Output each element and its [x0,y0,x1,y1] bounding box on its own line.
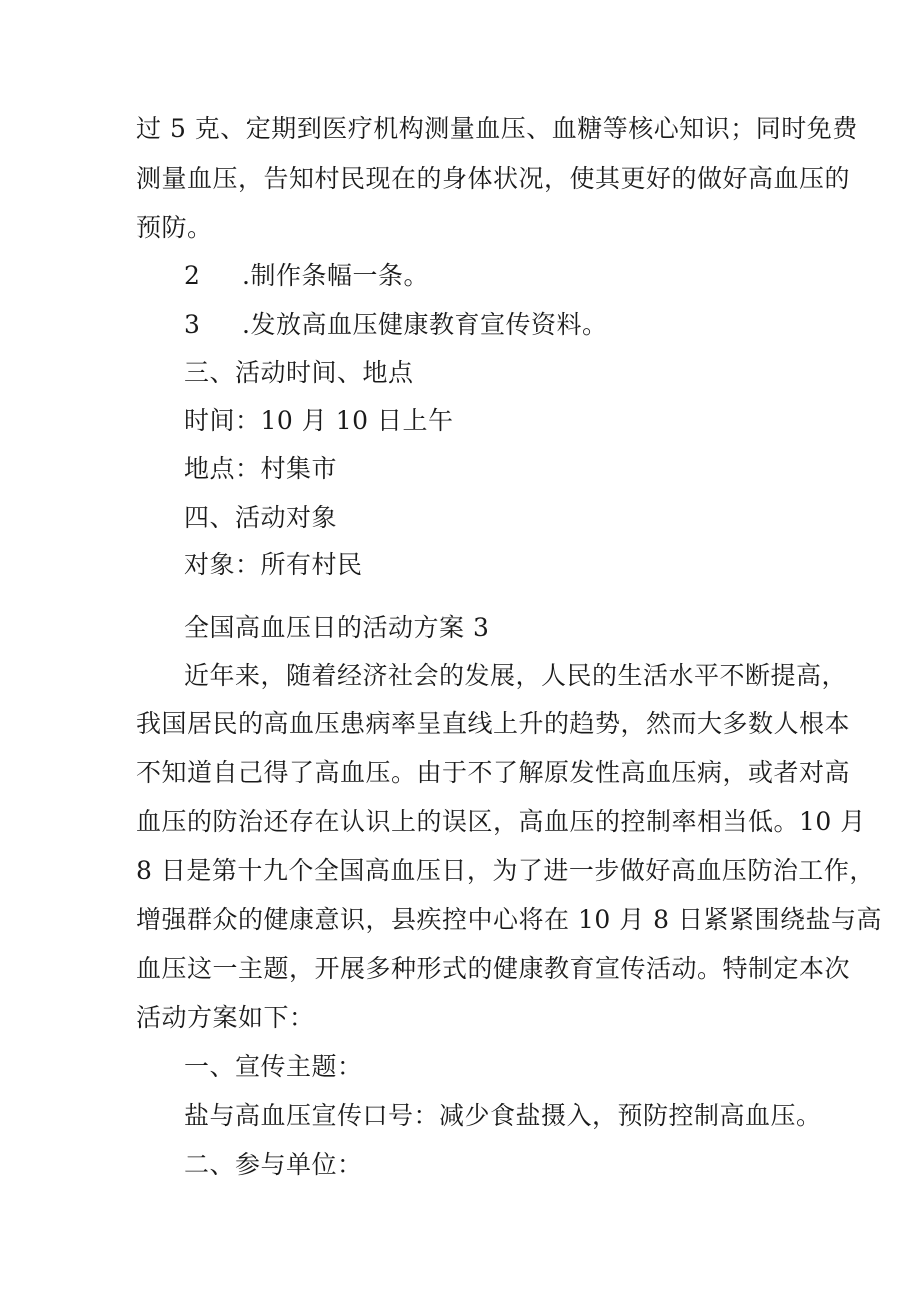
place-line: 地点：村集市 [184,454,338,483]
list-item [184,309,607,341]
list-item-text: .发放高血压健康教育宣传资料。 [242,310,608,339]
paragraph-line: 我国居民的高血压患病率呈直线上升的趋势，然而大多数人根本 [136,709,851,738]
section-heading: 一、宣传主题： [184,1052,363,1081]
paragraph-line: 测量血压，告知村民现在的身体状况，使其更好的做好高血压的 [136,164,851,193]
paragraph-line: 8 日是第十九个全国高血压日，为了进一步做好高血压防治工作， [136,856,875,885]
target-line: 对象：所有村民 [184,550,363,579]
section-heading: 四、活动对象 [184,503,338,532]
paragraph-line: 血压这一主题，开展多种形式的健康教育宣传活动。特制定本次 [136,954,851,983]
paragraph-line: 血压的防治还存在认识上的误区，高血压的控制率相当低。10 月 [136,807,866,836]
paragraph-line: 近年来，随着经济社会的发展，人民的生活水平不断提高， [184,661,848,690]
slogan-line: 盐与高血压宣传口号：减少食盐摄入，预防控制高血压。 [184,1101,822,1130]
section-heading: 三、活动时间、地点 [184,358,414,387]
paragraph-line: 预防。 [136,213,213,242]
paragraph-line: 过 5 克、定期到医疗机构测量血压、血糖等核心知识；同时免费 [136,114,858,143]
plan-title: 全国高血压日的活动方案 3 [184,613,490,642]
paragraph-line: 不知道自己得了高血压。由于不了解原发性高血压病，或者对高 [136,758,851,787]
paragraph-line: 活动方案如下： [136,1003,315,1032]
list-item-text: .制作条幅一条。 [242,261,429,290]
section-heading: 二、参与单位： [184,1150,363,1179]
list-item-number: 2 [184,261,201,290]
paragraph-line: 增强群众的健康意识，县疾控中心将在 10 月 8 日紧紧围绕盐与高 [136,905,883,934]
list-item [184,260,429,292]
time-line: 时间：10 月 10 日上午 [184,406,454,435]
list-item-number: 3 [184,310,201,339]
